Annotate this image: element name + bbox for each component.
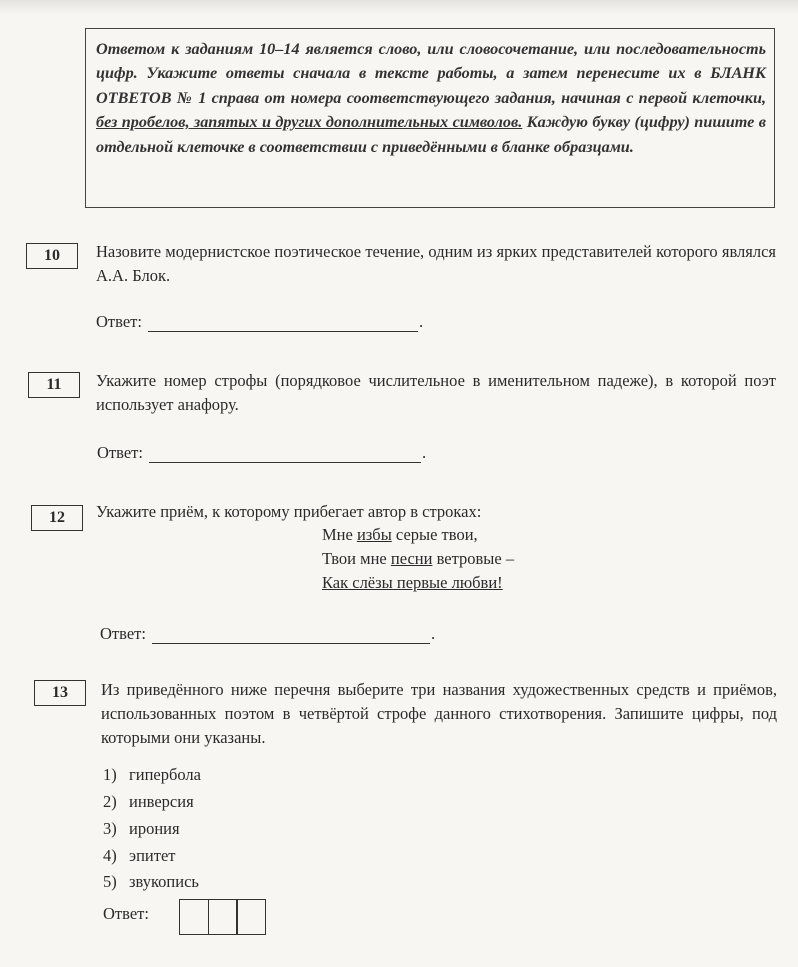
question-number-12: 12	[31, 505, 83, 531]
answer-line-10[interactable]	[148, 313, 418, 332]
answer-dot: .	[418, 312, 424, 331]
instructions-text-end: Каждую букву (цифру) пишите в отдельной клеточке в соответствии с приведёнными в бланке образцами.	[96, 113, 766, 156]
answer-row-11	[97, 443, 426, 463]
option-5: 5) звукопись	[103, 872, 199, 891]
poem-line-1: Мне избы серые твои,	[322, 525, 478, 544]
poem-underlined-word: избы	[356, 525, 392, 544]
poem-line-2: Твои мне песни ветровые –	[322, 549, 515, 568]
answer-label: Ответ:	[100, 624, 146, 643]
question-text-10: Назовите модернистское поэтическое течение, одним из ярких представителей которого являлся А.А. Блок.	[96, 242, 776, 285]
answer-row-13	[103, 904, 149, 924]
answer-label: Ответ:	[96, 312, 142, 331]
question-number-13: 13	[34, 680, 86, 706]
answer-cell[interactable]	[208, 899, 238, 935]
question-text-12: Укажите приём, к которому прибегает автор в строках:	[96, 502, 482, 521]
question-number-10: 10	[26, 243, 78, 269]
option-2: 2) инверсия	[103, 792, 194, 811]
answer-label: Ответ:	[97, 443, 143, 462]
answer-cell[interactable]	[236, 899, 266, 935]
answer-line-11[interactable]	[149, 444, 421, 463]
answer-row-12	[100, 624, 435, 644]
poem-underlined-word: песни	[390, 549, 433, 568]
option-4: 4) эпитет	[103, 846, 176, 865]
option-3: 3) ирония	[103, 819, 180, 838]
poem-quote	[322, 523, 514, 595]
scan-edge	[0, 0, 798, 14]
instructions-text: Ответом к заданиям 10–14 является слово, или словосочетание, или последовательность цифр. Укажите ответы сначала в тексте работы, а затем перенесите их в БЛАНК ОТВЕТОВ № 1 справа от номера соответствующего задания, начиная с первой клеточки,	[96, 40, 766, 107]
answer-cell[interactable]	[179, 899, 209, 935]
question-number-11: 11	[28, 372, 80, 398]
answer-cells-13	[179, 899, 266, 935]
question-text-11: Укажите номер строфы (порядковое числительное в именительном падеже), в которой поэт использует анафору.	[96, 371, 776, 414]
answer-row-10	[96, 312, 423, 332]
instructions-underlined: без пробелов, запятых и других дополнительных символов.	[96, 113, 523, 132]
answer-line-12[interactable]	[152, 625, 430, 644]
poem-line-3	[322, 571, 514, 595]
answer-dot: .	[421, 443, 427, 462]
answer-dot: .	[430, 624, 436, 643]
option-1: 1) гипербола	[103, 765, 201, 784]
question-text-13: Из приведённого ниже перечня выберите три названия художественных средств и приёмов, использованных поэтом в четвёртой строфе данного стихотворения. Запишите цифры, под которыми они указаны.	[101, 680, 777, 747]
answer-label: Ответ:	[103, 904, 149, 923]
poem-underlined-line: Как слёзы первые любви!	[322, 573, 503, 592]
instructions-box	[85, 28, 775, 208]
